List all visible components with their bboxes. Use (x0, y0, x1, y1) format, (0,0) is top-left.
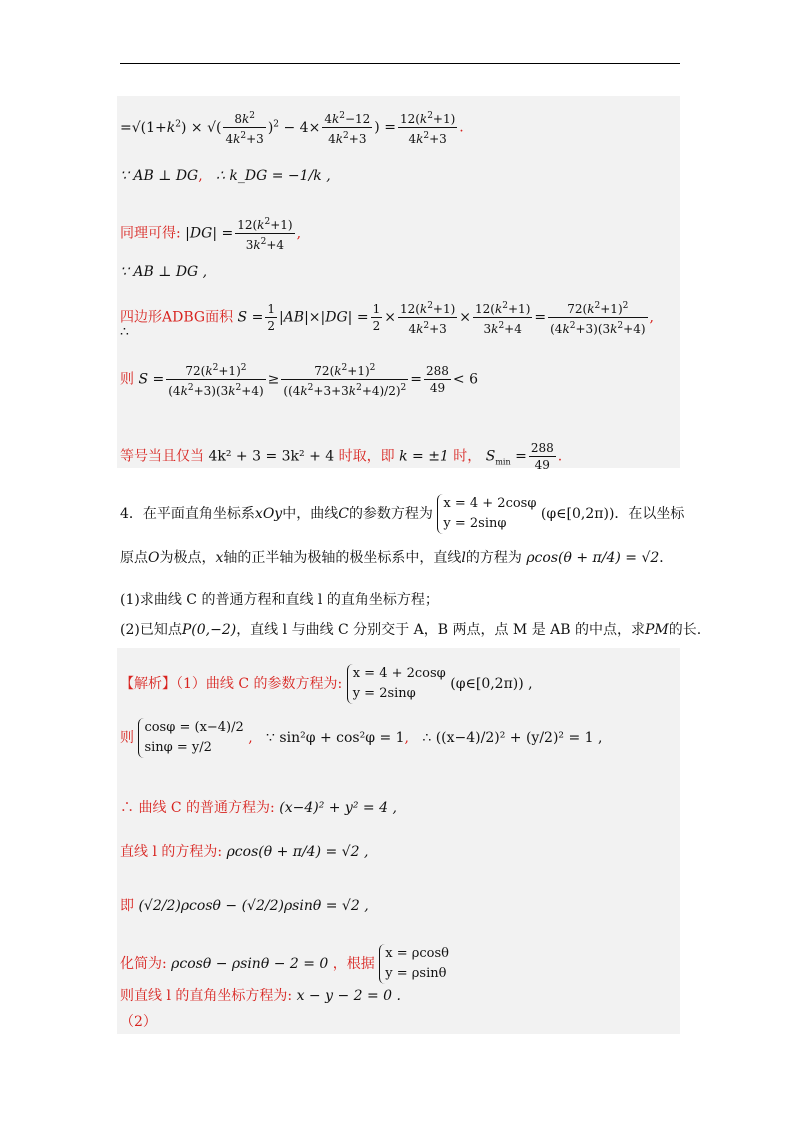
header-rule (120, 63, 680, 64)
label: 四边形ADBG面积 (120, 309, 234, 326)
polar-conversion: x = ρcosθ y = ρsinθ (379, 944, 449, 984)
analysis-line-8: （2） (120, 1014, 157, 1030)
problem-stem-1: 4．在平面直角坐标系xOy中，曲线C的参数方程为 x = 4 + 2cosφ y = 2sinφ (φ∈[0,2π))．在以坐标 (120, 494, 684, 534)
analysis-line-4: 直线 l 的方程为: ρcos(θ + π/4) = √2 , (120, 844, 369, 860)
cos-sin-system: cosφ = (x−4)/2 sinφ = y/2 (138, 718, 243, 758)
solution-line-1: $=√(1+k^2)$ × √( $\frac{8k^2}{4k^2+3}$ )$^2$ − 4× $\frac{4k^2-12}{4k^2+3}$ ) = $\frac{12(k^2+1)}{4k^2+3}$ . (120, 108, 464, 148)
solution-line-5: 四边形ADBG面积 S = $\frac{1}{2}$ |AB|×|DG| = $\frac{1}{2}$ × $\frac{12(k^2+1)}{4k^2+3}$ × $\frac{12(k^2+1)}{3k^2+4}$ = $\frac{72(k^2+1)^2}{(4k^2+3)(3k^2+4)}$ , (120, 298, 654, 337)
label: 则 (120, 371, 134, 388)
analysis-line-6: 化简为: ρcosθ − ρsinθ − 2 = 0 ，根据 x = ρcosθ y = ρsinθ (120, 944, 449, 984)
label: 同理可得: (120, 225, 181, 242)
solution-line-4: ∵ AB ⊥ DG , (120, 264, 208, 280)
solution-line-6: 则 S = $\frac{72(k^2+1)^2}{(4k^2+3)(3k^2+4)}$ ≥ $\frac{72(k^2+1)^2}{((4k^2+3+3k^2+4)/2)^2}$ = $\frac{288}{49}$ < 6 (120, 360, 478, 399)
question-2: (2)已知点P(0,−2)，直线 l 与曲线 C 分别交于 A，B 两点，点 M 是 AB 的中点，求PM的长. (120, 622, 702, 638)
solution-line-3: 同理可得: |DG| = $\frac{12(k^2+1)}{3k^2+4}$ , (120, 214, 301, 253)
solution-block (117, 96, 680, 468)
param-system: x = 4 + 2cosφ y = 2sinφ (437, 494, 536, 534)
therefore-sign: ∴ (120, 324, 129, 340)
analysis-line-7: 则直线 l 的直角坐标方程为: x − y − 2 = 0 . (120, 988, 401, 1004)
solution-line-7: 等号当且仅当 4k² + 3 = 3k² + 4 时取，即 k = ±1 时， $S_{min}$ = $\frac{288}{49}$ . (120, 441, 563, 472)
param-system: x = 4 + 2cosφ y = 2sinφ (347, 664, 446, 704)
text: ∵ AB ⊥ DG (120, 168, 199, 184)
analysis-line-3: ∴ 曲线 C 的普通方程为: (x−4)² + y² = 4 , (120, 800, 397, 816)
analysis-line-5: 即 (√2/2)ρcosθ − (√2/2)ρsinθ = √2 , (120, 898, 369, 914)
math: |DG| = (185, 225, 234, 242)
analysis-line-2: 则 cosφ = (x−4)/2 sinφ = y/2 , ∵ sin²φ + cos²φ = 1, ∴ ((x−4)/2)² + (y/2)² = 1 , (120, 718, 602, 758)
polar-equation: ρcos(θ + π/4) = √2 (526, 550, 660, 566)
analysis-line-1: 【解析】（1）曲线 C 的参数方程为: x = 4 + 2cosφ y = 2sinφ (φ∈[0,2π)) , (120, 664, 533, 704)
formula: $=√(1+k^2)$ × √( (120, 118, 222, 136)
problem-stem-2: 原点O为极点，x轴的正半轴为极轴的极坐标系中，直线l的方程为 ρcos(θ + π/4) = √2． (120, 550, 674, 566)
solution-line-2: ∵ AB ⊥ DG, ∴ k_DG = −1/k , (120, 168, 331, 184)
question-1: (1)求曲线 C 的普通方程和直线 l 的直角坐标方程； (120, 592, 439, 608)
text: ∴ k_DG = −1/k , (216, 168, 331, 184)
